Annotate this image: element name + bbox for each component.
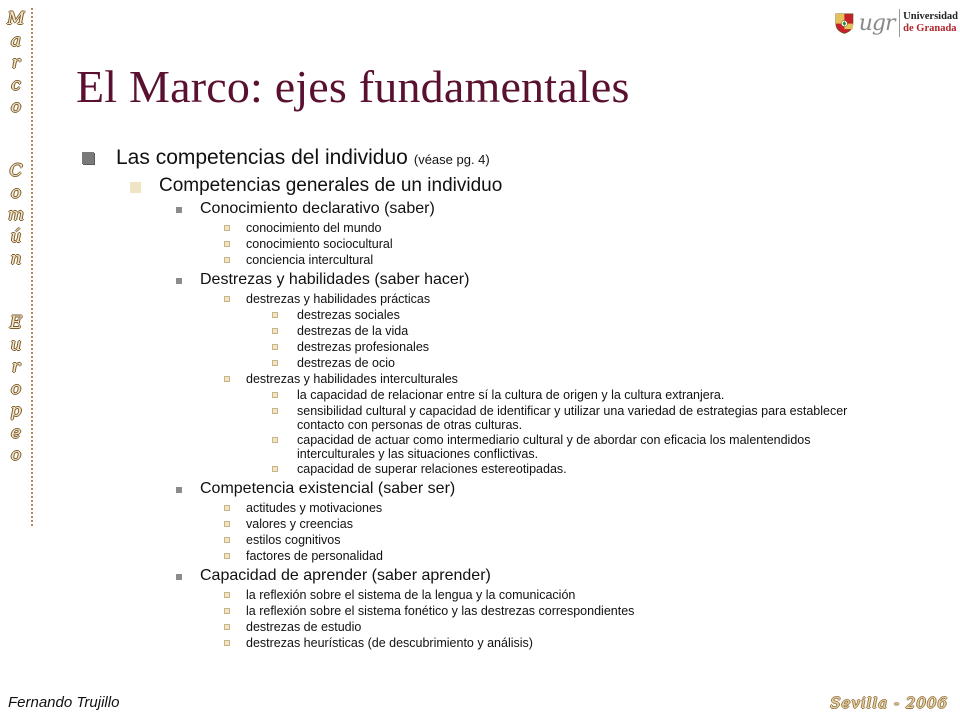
outline-item-text: valores y creencias — [246, 517, 353, 531]
bullet-icon — [225, 297, 229, 301]
outline-item-text: la capacidad de relacionar entre sí la cultura de origen y la cultura extranjera. — [297, 388, 725, 402]
sidebar-letter: a — [10, 31, 22, 51]
bullet-icon — [225, 258, 229, 262]
bullet-icon — [176, 574, 182, 580]
sidebar-divider — [31, 8, 33, 526]
logo-mark: ugr — [858, 10, 895, 36]
outline-item-note: (véase pg. 4) — [413, 152, 490, 167]
outline-item-text: destrezas profesionales — [297, 340, 430, 354]
sidebar-letter: r — [11, 53, 21, 73]
outline-item-text: destrezas de la vida — [297, 324, 409, 338]
outline-item-text: destrezas y habilidades interculturales — [246, 372, 458, 386]
outline-item-level-2 — [200, 480, 455, 498]
outline-item-text: destrezas de ocio — [297, 356, 395, 370]
outline-item-level-3 — [246, 372, 458, 386]
sidebar-letter: C — [9, 161, 23, 181]
outline-item-text: la reflexión sobre el sistema fonético y las destrezas correspondientes — [246, 604, 635, 618]
sidebar-letter: c — [11, 75, 21, 95]
sidebar-letter: m — [7, 205, 25, 225]
outline-item-level-3 — [246, 253, 373, 267]
sidebar-letter: M — [7, 9, 25, 29]
outline-item-level-3 — [246, 517, 353, 531]
outline-item-level-4 — [297, 324, 857, 338]
sidebar-letter: E — [9, 313, 23, 333]
outline-item-level-2 — [200, 567, 491, 585]
outline-item-level-4 — [297, 340, 857, 354]
outline-item-level-3 — [246, 549, 383, 563]
bullet-icon — [225, 506, 229, 510]
outline-item-level-3 — [246, 237, 393, 251]
bullet-icon — [273, 467, 277, 471]
outline-item-level-0 — [116, 146, 490, 172]
bullet-icon — [130, 182, 141, 193]
outline-item-level-3 — [246, 533, 341, 547]
bullet-icon — [273, 345, 277, 349]
sidebar-letter: p — [10, 401, 22, 421]
outline-item-level-3 — [246, 221, 382, 235]
outline-item-text: conocimiento sociocultural — [246, 237, 393, 251]
bullet-icon — [225, 641, 229, 645]
footer-author: Fernando Trujillo — [8, 694, 120, 711]
bullet-icon — [225, 226, 229, 230]
outline-item-text: capacidad de actuar como intermediario cultural y de abordar con eficacia los malentendidos interculturales y las situaciones conflictivas. — [297, 433, 811, 461]
outline-item-text: Capacidad de aprender (saber aprender) — [200, 567, 491, 584]
bullet-icon — [273, 313, 277, 317]
bullet-icon — [273, 361, 277, 365]
outline-item-text: Conocimiento declarativo (saber) — [200, 200, 435, 217]
outline-item-level-1 — [159, 175, 502, 197]
outline-item-text: actitudes y motivaciones — [246, 501, 383, 515]
outline-item-level-4 — [297, 308, 857, 322]
outline-item-text: destrezas de estudio — [246, 620, 362, 634]
sidebar-letter: o — [10, 445, 22, 465]
logo-line-2: de Granada — [903, 23, 957, 34]
outline-item-text: factores de personalidad — [246, 549, 383, 563]
logo-line-1: Universidad — [903, 11, 958, 22]
outline-item-text: la reflexión sobre el sistema de la lengua y la comunicación — [246, 588, 576, 602]
outline-item-level-3 — [246, 604, 634, 618]
outline-item-text: sensibilidad cultural y capacidad de identificar y utilizar una variedad de estrategias para establecer contacto con personas de otras culturas. — [297, 404, 848, 432]
bullet-icon — [273, 329, 277, 333]
bullet-icon — [82, 152, 94, 164]
outline-item-level-3 — [246, 292, 430, 306]
sidebar-letter: r — [11, 357, 21, 377]
bullet-icon — [273, 438, 277, 442]
outline-item-text: destrezas heurísticas (de descubrimiento y análisis) — [246, 636, 533, 650]
outline-item-level-4 — [297, 388, 857, 402]
outline-item-level-3 — [246, 636, 533, 650]
crest-icon — [834, 5, 855, 41]
bullet-icon — [225, 522, 229, 526]
outline-item-text: Destrezas y habilidades (saber hacer) — [200, 271, 470, 288]
sidebar-letter: o — [10, 97, 22, 117]
bullet-icon — [225, 242, 229, 246]
bullet-icon — [176, 487, 182, 493]
outline-item-level-4 — [297, 462, 857, 476]
outline-item-level-2 — [200, 271, 469, 289]
bullet-icon — [225, 538, 229, 542]
bullet-icon — [225, 609, 229, 613]
outline-item-text: destrezas sociales — [297, 308, 400, 322]
bullet-icon — [225, 377, 229, 381]
bullet-icon — [176, 207, 182, 213]
outline-item-text: destrezas y habilidades prácticas — [246, 292, 431, 306]
sidebar-letter: e — [10, 423, 22, 443]
logo-wordmark — [903, 11, 958, 35]
outline-item-level-3 — [246, 620, 361, 634]
outline-item-text: Competencia existencial (saber ser) — [200, 480, 456, 497]
university-logo — [834, 4, 958, 42]
bullet-icon — [225, 554, 229, 558]
bullet-icon — [176, 278, 182, 284]
bullet-icon — [273, 393, 277, 397]
bullet-icon — [225, 593, 229, 597]
sidebar-letter: o — [10, 379, 22, 399]
outline-item-level-4 — [297, 433, 857, 461]
logo-separator — [899, 9, 900, 37]
outline-item-text: capacidad de superar relaciones estereotipadas. — [297, 462, 567, 476]
outline-item-level-2 — [200, 200, 435, 218]
outline-item-level-4 — [297, 404, 857, 432]
outline-item-level-3 — [246, 588, 575, 602]
footer-place-date: Sevilla - 2006 — [830, 694, 948, 712]
outline-item-level-3 — [246, 501, 382, 515]
sidebar-letter: u — [10, 335, 22, 355]
slide-title: El Marco: ejes fundamentales — [76, 61, 630, 112]
outline-item-text: estilos cognitivos — [246, 533, 341, 547]
outline-item-text: conciencia intercultural — [246, 253, 374, 267]
outline-item-text: conocimiento del mundo — [246, 221, 382, 235]
bullet-icon — [225, 625, 229, 629]
outline-item-text: Las competencias del individuo — [116, 146, 408, 169]
sidebar-letter: n — [10, 249, 22, 269]
bullet-icon — [273, 409, 277, 413]
sidebar-letter: o — [10, 183, 22, 203]
outline-item-level-4 — [297, 356, 857, 370]
outline-item-text: Competencias generales de un individuo — [159, 175, 503, 196]
sidebar-letter: ú — [10, 227, 22, 247]
